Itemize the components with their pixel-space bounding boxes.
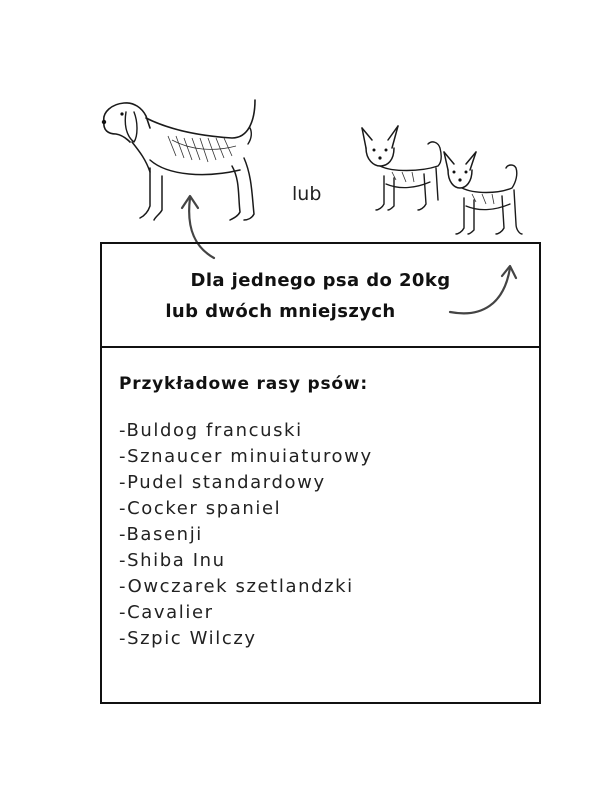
- list-item: -Szpic Wilczy: [119, 628, 257, 649]
- headline-line2: lub dwóch mniejszych: [165, 301, 396, 322]
- list-item: -Owczarek szetlandzki: [119, 576, 354, 597]
- list-item: -Sznaucer minuiaturowy: [119, 446, 373, 467]
- chihuahua-sketch-right: [444, 152, 522, 234]
- or-label: lub: [292, 183, 322, 205]
- card-body: [102, 348, 539, 652]
- list-item: -Buldog francuski: [119, 420, 303, 441]
- breeds-title: Przykładowe rasy psów:: [119, 374, 368, 394]
- arrow-right-icon: [432, 254, 552, 334]
- card-header: [102, 244, 539, 348]
- chihuahua-sketch-left: [362, 126, 441, 210]
- list-item: -Pudel standardowy: [119, 472, 326, 493]
- dog-illustrations: [0, 0, 616, 260]
- list-item: -Basenji: [119, 524, 203, 545]
- beagle-sketch: [102, 100, 255, 220]
- list-item: -Cavalier: [119, 602, 214, 623]
- list-item: -Cocker spaniel: [119, 498, 282, 519]
- breed-list: [119, 418, 539, 652]
- list-item: -Shiba Inu: [119, 550, 226, 571]
- headline-line1: Dla jednego psa do 20kg: [190, 270, 451, 291]
- info-card: [100, 242, 541, 704]
